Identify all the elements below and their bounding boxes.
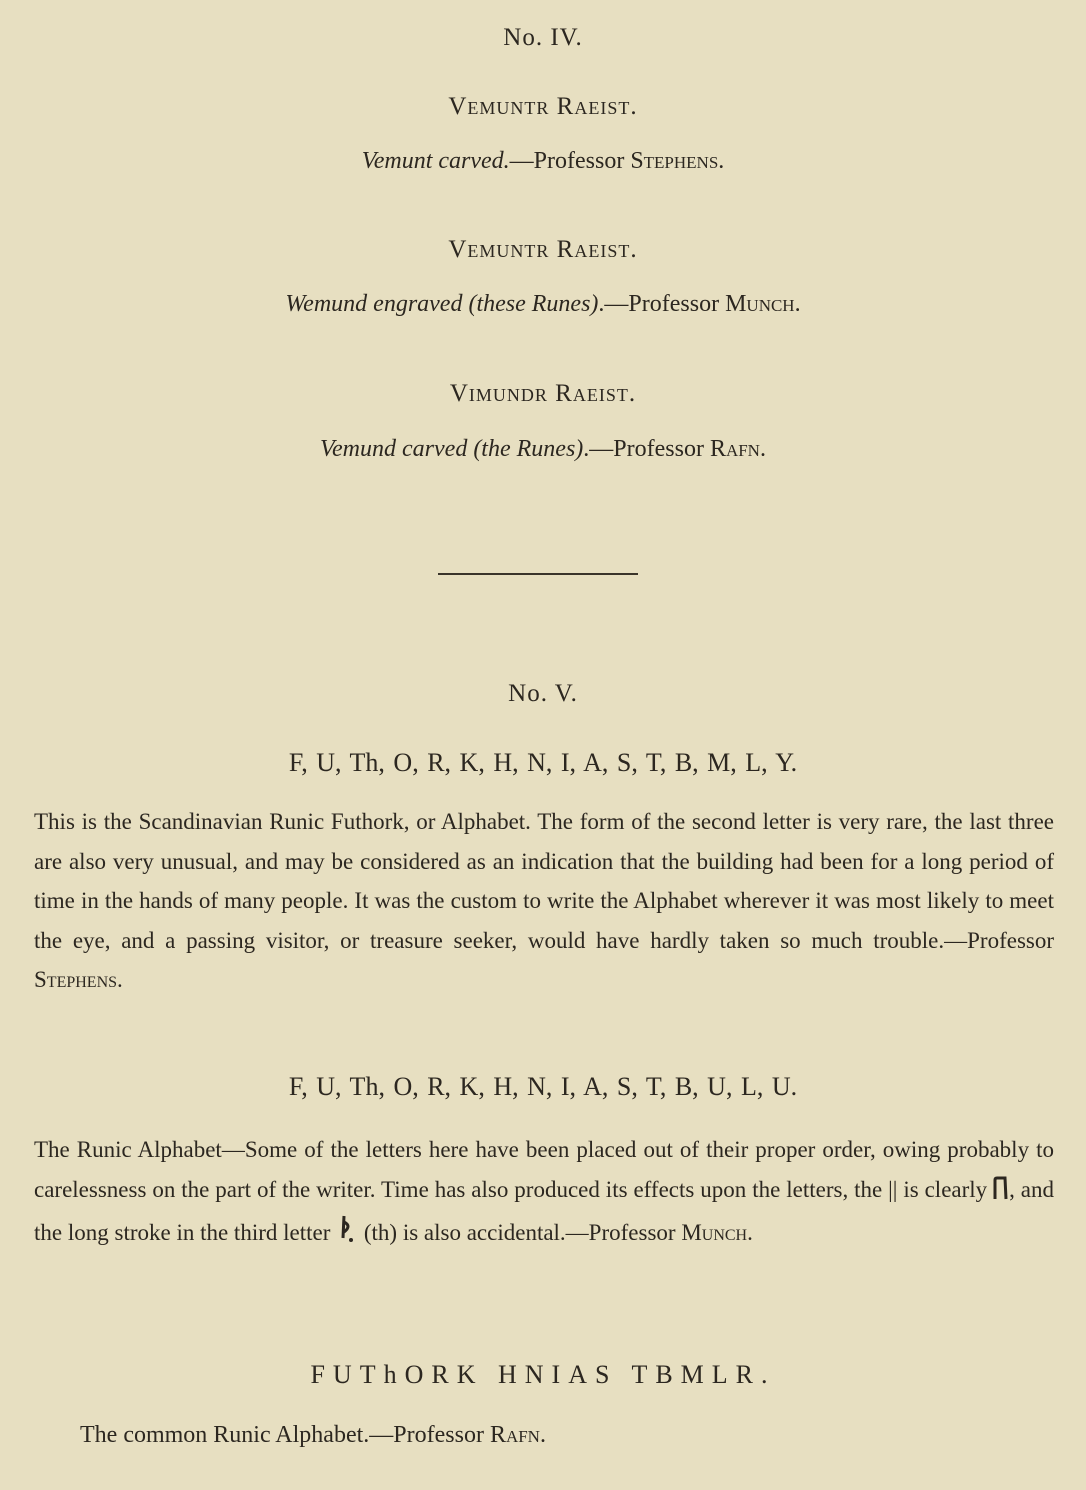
translation-3 [0,436,1086,463]
commentary-text: , and the long stroke in the third letter [34,1176,1055,1245]
translation-italic: Wemund engraved (these Runes) [285,291,599,317]
section-heading-iv: No. IV. [503,24,583,51]
runic-reading-2 [0,236,1086,264]
commentary-text: is clearly [897,1176,994,1202]
translation-italic: Vemund carved (the Runes) [320,436,584,462]
commentary-text: This is the Scandinavian Runic Futhork, or Alphabet. The form of the second letter is very rare, the last three are also very unusual, and may be considered as an indication that the building had been for a long period of time in the hands of many people. It was the custom to write the Alphabet wherever it was most likely to meet the eye, and a passing visitor, or treasure seeker, would have hardly taken so much trouble.—Professor [34,809,1054,953]
professor-name: Rafn. [489,1422,546,1448]
alphabet-line-2: F, U, Th, O, R, K, H, N, I, A, S, T, B, U, L, U. [288,1072,798,1101]
attribution-text: The common Runic Alphabet.—Professor [80,1422,490,1448]
rune-u-icon [993,1174,1009,1214]
commentary-stephens [34,802,1054,1000]
futhork-line: FUThORK HNIAS TBMLR. [310,1360,776,1389]
translation-attribution: —Professor [509,148,631,174]
professor-name: Rafn. [709,436,766,462]
alphabet-line-1: F, U, Th, O, R, K, H, N, I, A, S, T, B, M, L, Y. [288,748,798,777]
final-attribution [80,1422,546,1449]
runic-reading-3 [0,380,1086,408]
professor-name: Munch. [681,1220,753,1245]
professor-name: Stephens. [34,967,123,992]
section-heading-v: No. V. [508,680,578,707]
commentary-munch [34,1130,1054,1257]
section-divider [438,573,638,575]
commentary-text: (th) is also accidental.—Professor [358,1220,682,1245]
translation-italic: Vemunt carved. [361,148,510,174]
commentary-text: The Runic Alphabet—Some of the letters here have been placed out of their proper order, owing probably to carelessness on the part of the writer. Time has also produced its effects upon the letters, the [34,1137,1054,1202]
professor-name: Munch. [725,291,801,317]
double-bar-glyph: || [888,1176,898,1202]
reading-text: Vimundr Raeist. [449,380,637,407]
reading-text: Vemuntr Raeist. [448,93,638,120]
translation-attribution: .—Professor [583,436,710,462]
rune-thorn-icon [336,1214,358,1257]
professor-name: Stephens. [630,148,725,174]
translation-attribution: .—Professor [598,291,726,317]
runic-reading-1 [0,93,1086,121]
translation-2 [0,291,1086,318]
translation-1 [0,148,1086,175]
reading-text: Vemuntr Raeist. [448,236,638,263]
